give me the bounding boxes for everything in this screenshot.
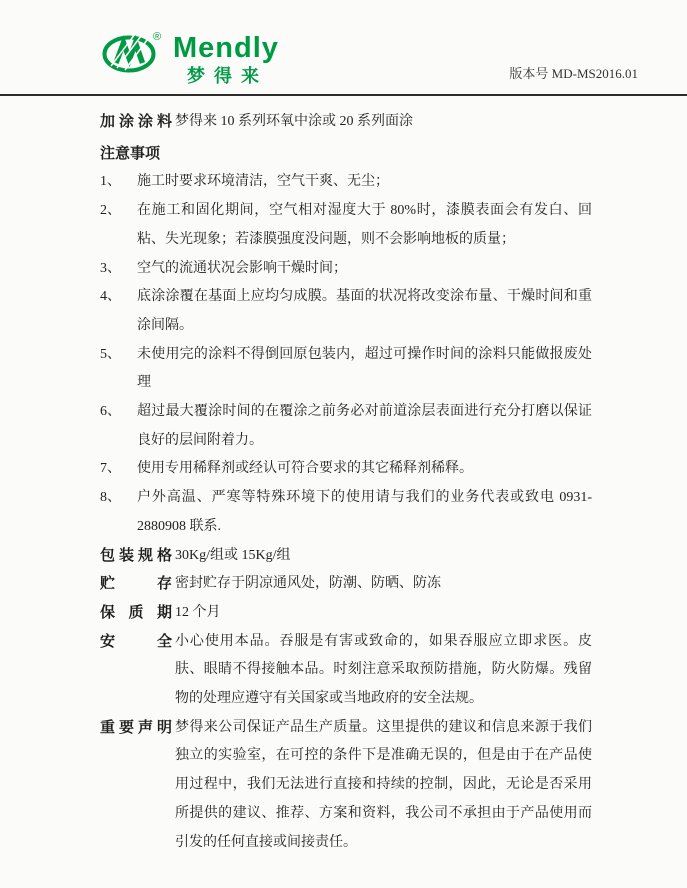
note-number: 1、 <box>100 174 121 190</box>
note-item <box>100 455 592 484</box>
notes-heading: 注意事项 <box>100 145 161 162</box>
spec-label: 包装规格 <box>100 547 172 564</box>
note-text: 底涂涂覆在基面上应均匀成膜。基面的状况将改变涂布量、干燥时间和重涂间隔。 <box>137 289 592 333</box>
note-text: 使用专用稀释剂或经认可符合要求的其它稀释剂稀释。 <box>137 461 473 477</box>
spec-label: 重要声明 <box>100 719 172 736</box>
svg-text:®: ® <box>153 31 162 43</box>
spec-label: 保质期 <box>100 604 172 621</box>
brand-name: Mendly <box>173 32 279 64</box>
spec-label: 安全 <box>100 633 172 650</box>
note-text: 空气的流通状况会影响干燥时间； <box>137 260 347 276</box>
note-number: 7、 <box>100 461 121 477</box>
note-number: 5、 <box>100 346 121 362</box>
version-label: 版本号 MD-MS2016.01 <box>509 66 638 81</box>
note-text: 超过最大覆涂时间的在覆涂之前务必对前道涂层表面进行充分打磨以保证良好的层间附着力。 <box>137 404 592 448</box>
note-number: 4、 <box>100 289 121 305</box>
note-number: 3、 <box>100 260 121 276</box>
spec-value: 密封贮存于阴凉通风处，防潮、防晒、防冻 <box>175 576 441 592</box>
brand-name-chinese: 梦得来 <box>187 66 268 86</box>
note-text: 未使用完的涂料不得倒回原包装内，超过可操作时间的涂料只能做报废处理 <box>137 346 592 391</box>
topcoat-row <box>100 108 592 137</box>
spec-row-disclaimer <box>100 714 592 858</box>
document-content <box>0 96 687 857</box>
spec-row-shelf-life <box>100 599 592 628</box>
spec-value: 小心使用本品。吞服是有害或致命的，如果吞服应立即求医。皮肤、眼睛不得接触本品。时刻注意采取预防措施，防火防爆。残留物的处理应遵守有关国家或当地政府的安全法规。 <box>175 633 592 707</box>
topcoat-label: 加涂涂料 <box>100 114 172 130</box>
spec-row-storage <box>100 570 592 599</box>
topcoat-value: 梦得来 10 系列环氧中涂或 20 系列面涂 <box>175 114 413 129</box>
notes-list <box>100 168 592 541</box>
note-text: 在施工和固化期间，空气相对湿度大于 80%时，漆膜表面会有发白、回粘、失光现象；若漆膜强度没问题，则不会影响地板的质量； <box>137 203 592 247</box>
note-item <box>100 341 592 398</box>
note-item <box>100 398 592 455</box>
note-item <box>100 283 592 340</box>
note-text: 户外高温、严寒等特殊环境下的使用请与我们的业务代表或致电 0931-2880908 联系. <box>137 490 592 534</box>
note-item <box>100 255 592 284</box>
spec-value: 梦得来公司保证产品生产质量。这里提供的建议和信息来源于我们独立的实验室，在可控的条件下是准确无误的，但是由于在产品使用过程中，我们无法进行直接和持续的控制，因此，无论是否采用所提供的建议、推荐、方案和资料，我公司不承担由于产品使用而引发的任何直接或间接责任。 <box>175 719 592 850</box>
spec-label: 贮存 <box>100 576 172 593</box>
spec-value: 30Kg/组或 15Kg/组 <box>175 547 291 563</box>
note-number: 2、 <box>100 203 121 219</box>
spec-row-safety <box>100 628 592 714</box>
note-item <box>100 168 592 197</box>
mendly-ellipse-m-icon <box>101 28 169 81</box>
note-text: 施工时要求环境清洁，空气干爽、无尘； <box>137 174 389 190</box>
spec-row-packaging <box>100 542 592 571</box>
spec-section <box>100 542 592 858</box>
brand-text-block <box>173 34 279 85</box>
spec-value: 12 个月 <box>175 604 221 620</box>
note-item <box>100 484 592 541</box>
note-number: 6、 <box>100 404 121 420</box>
note-number: 8、 <box>100 490 121 506</box>
note-item <box>100 197 592 254</box>
page-header <box>0 0 687 96</box>
mendly-logo <box>101 28 279 85</box>
